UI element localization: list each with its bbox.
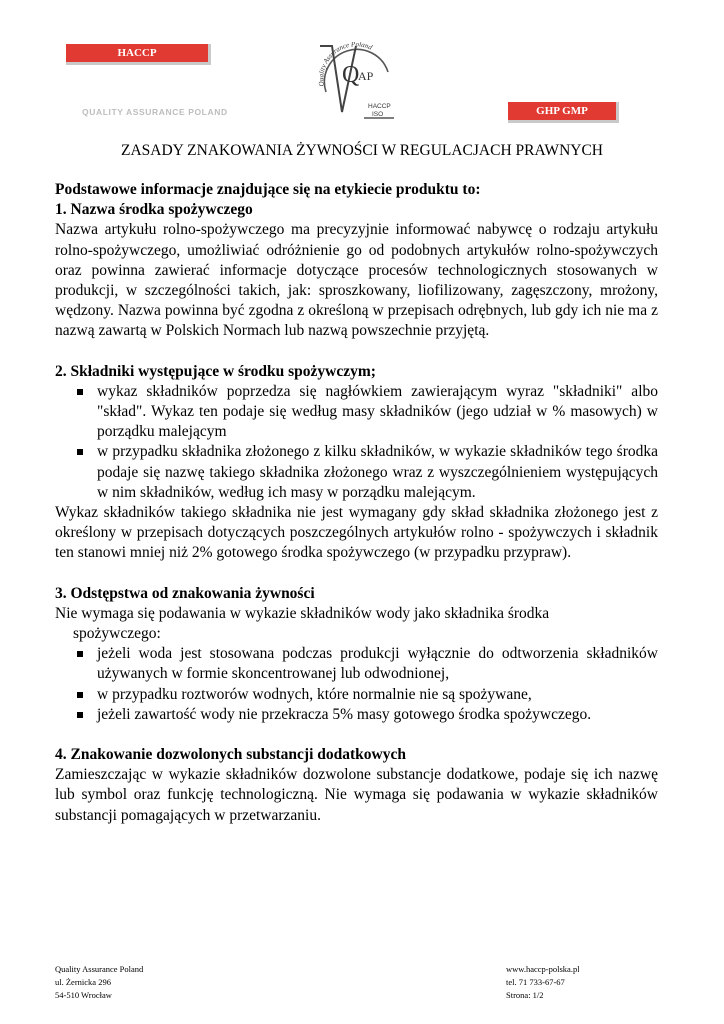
logo-line-haccp: HACCP — [368, 103, 391, 110]
list-item: jeżeli woda jest stosowana podczas produkcji wyłącznie do odtworzenia składników używanych w formie skoncentrowanej lub odwodnionej, — [97, 644, 658, 684]
section-1-text: Nazwa artykułu rolno-spożywczego ma precyzyjnie informować nabywcę o rodzaju artykułu rolno-spożywczego, umożliwiać odróżnienie go od podobnych artykułów rolno-spożywczych oraz powinna zawierać informacje dotyczące procesów technologicznych stosowanych w produkcji, w szczególności takich, jak: sproszkowany, liofilizowany, zagęszczony, mrożony, wędzony. Nazwa powinna być zgodna z określoną w przepisach odrębnych, lub gdy ich nie ma z nazwą zawartą w Polskich Normach lub nazwą powszechnie przyjętą. — [55, 221, 658, 340]
footer-address — [55, 963, 143, 1002]
list-item: jeżeli zawartość wody nie przekracza 5% masy gotowego środka spożywczego. — [97, 705, 658, 725]
footer-phone: tel. 71 733-67-67 — [506, 977, 565, 987]
section-1-heading: 1. Nazwa środka spożywczego — [55, 201, 253, 219]
haccp-badge: HACCP — [66, 44, 211, 65]
section-1 — [55, 200, 658, 341]
footer-website: www.haccp-polska.pl — [506, 964, 580, 974]
section-4-heading: 4. Znakowanie dozwolonych substancji dodatkowych — [55, 746, 406, 764]
footer-page-number: Strona: 1/2 — [506, 990, 544, 1000]
logo-monogram-ap: AP — [358, 69, 374, 83]
logo-monogram-q: Q — [342, 62, 360, 88]
company-tagline: QUALITY ASSURANCE POLAND — [82, 107, 228, 117]
section-3 — [55, 584, 658, 725]
list-item: wykaz składników poprzedza się nagłówkiem zawierającym wyraz "składniki" albo "skład". Wykaz ten podaje się według masy składników (jego udział w % masowych) w porządku malejącym — [97, 382, 658, 443]
ghp-gmp-badge: GHP GMP — [508, 102, 619, 123]
lead-sentence: Podstawowe informacje znajdujące się na etykiecie produktu to: — [55, 181, 481, 198]
document-body — [55, 180, 658, 846]
list-item: w przypadku składnika złożonego z kilku składników, w wykazie składników tego środka podaje się nazwę takiego składnika złożonego wraz z wyszczególnieniem występujących w nim składników, według ich masy w porządku malejącym. — [97, 442, 658, 503]
section-3-list — [55, 644, 658, 725]
section-2-note: Wykaz składników takiego składnika nie jest wymagany gdy skład składnika złożonego jest z określony w przepisach dotyczących poszczególnych artykułów rolno - spożywczych i składnik ten stanowi mniej niż 2% gotowego środka spożywczego (w przypadku przypraw). — [55, 504, 658, 562]
section-2-heading: 2. Składniki występujące w środku spożywczym; — [55, 362, 376, 380]
section-4-text: Zamieszczając w wykazie składników dozwolone substancje dodatkowe, podaje się ich nazwę lub symbol oraz funkcję technologiczną. Nie wymaga się podawania w wykazie składników substancji pomagających w przetwarzaniu. — [55, 766, 658, 824]
footer-contact — [506, 963, 580, 1002]
logo-line-iso: ISO — [372, 111, 384, 118]
footer-city: 54-510 Wrocław — [55, 990, 112, 1000]
section-3-heading: 3. Odstępstwa od znakowania żywności — [55, 584, 315, 602]
qap-logo — [312, 42, 404, 126]
section-4 — [55, 745, 658, 826]
section-3-intro-cont: spożywczego: — [73, 625, 161, 643]
section-2-list — [55, 382, 658, 503]
document-title: ZASADY ZNAKOWANIA ŻYWNOŚCI W REGULACJACH PRAWNYCH — [121, 142, 603, 159]
logo-ring-text: Quality Assurance Poland — [317, 42, 374, 87]
section-3-intro: Nie wymaga się podawania w wykazie składników wody jako składnika środka — [55, 604, 550, 622]
footer-street: ul. Żernicka 296 — [55, 977, 111, 987]
list-item: w przypadku roztworów wodnych, które normalnie nie są spożywane, — [97, 685, 658, 705]
section-2 — [55, 362, 658, 564]
footer-company: Quality Assurance Poland — [55, 964, 144, 974]
